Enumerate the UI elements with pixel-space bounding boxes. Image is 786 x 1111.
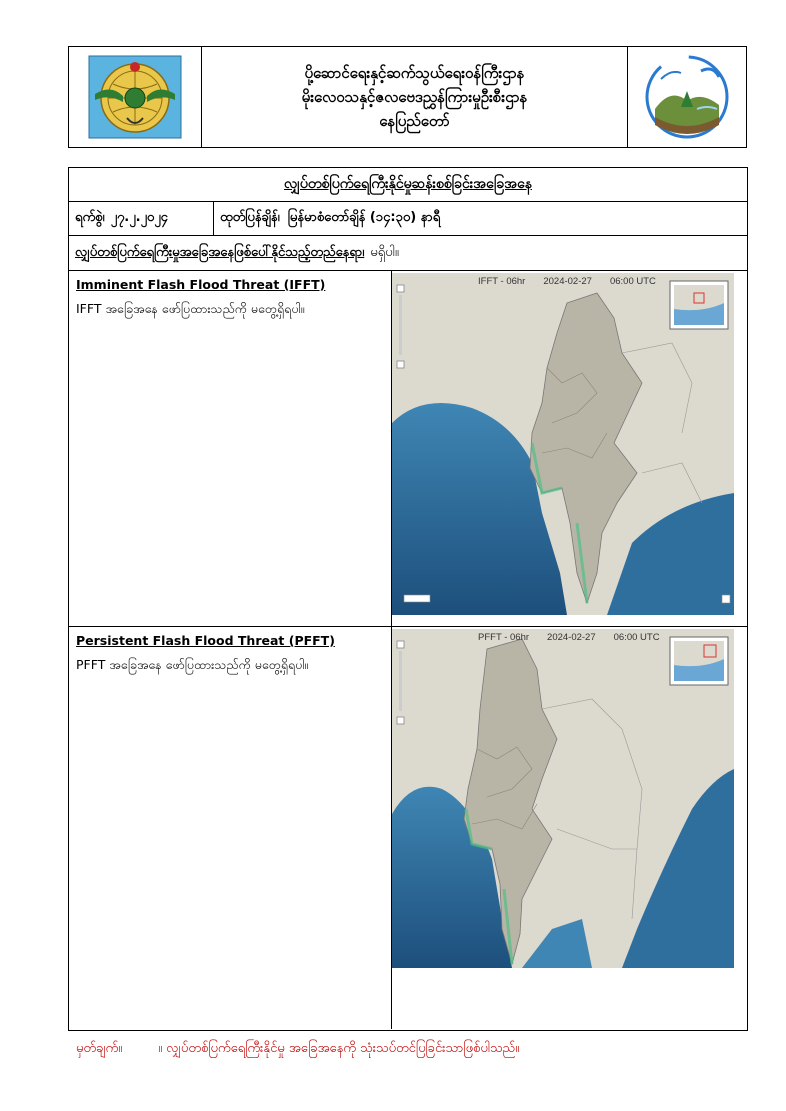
- pfft-text: PFFT အခြေအနေ ဖော်ပြထားသည်ကို မတွေ့ရှိရပါ။: [76, 657, 309, 672]
- note-label: မှတ်ချက်။: [76, 1041, 123, 1056]
- city-name: နေပြည်တော်: [379, 112, 450, 130]
- ifft-map-product: IFFT - 06hr: [478, 276, 526, 287]
- issue-time-cell: [214, 202, 747, 235]
- ifft-map-time: 06:00 UTC: [609, 276, 656, 287]
- issue-time-label: ထုတ်ပြန်ချိန်၊: [220, 210, 280, 225]
- report-table: [68, 167, 748, 1031]
- report-title: လျှပ်တစ်ပြက်ရေကြီးနိုင်မှုဆန်းစစ်ခြင်းအခြေအနေ: [69, 168, 747, 202]
- department-name: မိုးလေဝသနှင့်ဇလဗေဒညွှန်ကြားမှုဦးစီးဌာန: [301, 88, 528, 106]
- pfft-description-cell: [69, 627, 392, 1029]
- pfft-map-caption: [478, 632, 660, 643]
- ministry-name: ပို့ဆောင်ရေးနှင့်ဆက်သွယ်ရေးဝန်ကြီးဌာန: [304, 64, 525, 82]
- emblem-cell: [69, 47, 202, 147]
- issue-time-value: မြန်မာစံတော်ချိန် (၁၄:၃၀) နာရီ: [287, 210, 441, 225]
- letterhead-title: [202, 47, 627, 147]
- letterhead: [68, 46, 747, 148]
- pfft-map: [392, 629, 734, 968]
- date-value: ၂၇.၂.၂၀၂၄: [110, 210, 168, 225]
- status-value: မရှိပါ။: [370, 244, 399, 260]
- date-cell: [69, 202, 214, 235]
- hydrological-cycle-logo-icon: [641, 51, 733, 143]
- status-row: [69, 236, 747, 271]
- pfft-map-product: PFFT - 06hr: [478, 632, 530, 643]
- pfft-title: Persistent Flash Flood Threat (PFFT): [76, 633, 335, 648]
- pfft-map-time: 06:00 UTC: [613, 632, 660, 643]
- ifft-map-caption: [478, 276, 656, 287]
- date-row: [69, 202, 747, 236]
- status-label: လျှပ်တစ်ပြက်ရေကြီးမှုအခြေအနေဖြစ်ပေါ်နိုင်သည့်တည်နေရာ၊: [75, 244, 365, 260]
- ifft-text: IFFT အခြေအနေ ဖော်ပြထားသည်ကို မတွေ့ရှိရပါ။: [76, 301, 305, 316]
- logo-cell: [627, 47, 746, 147]
- department-emblem-icon: [87, 54, 183, 140]
- note-text: ။ လျှပ်တစ်ပြက်ရေကြီးနိုင်မှု အခြေအနေကို သုံးသပ်တင်ပြခြင်းသာဖြစ်ပါသည်။: [158, 1041, 520, 1056]
- ifft-section: [69, 271, 747, 627]
- ifft-map-date: 2024-02-27: [543, 276, 592, 287]
- pfft-section: [69, 627, 747, 1029]
- footer-note: [76, 1040, 519, 1059]
- ifft-map: [392, 273, 734, 615]
- ifft-title: Imminent Flash Flood Threat (IFFT): [76, 277, 326, 292]
- ifft-description-cell: [69, 271, 392, 626]
- pfft-map-date: 2024-02-27: [547, 632, 596, 643]
- date-label: ရက်စွဲ၊: [75, 210, 105, 225]
